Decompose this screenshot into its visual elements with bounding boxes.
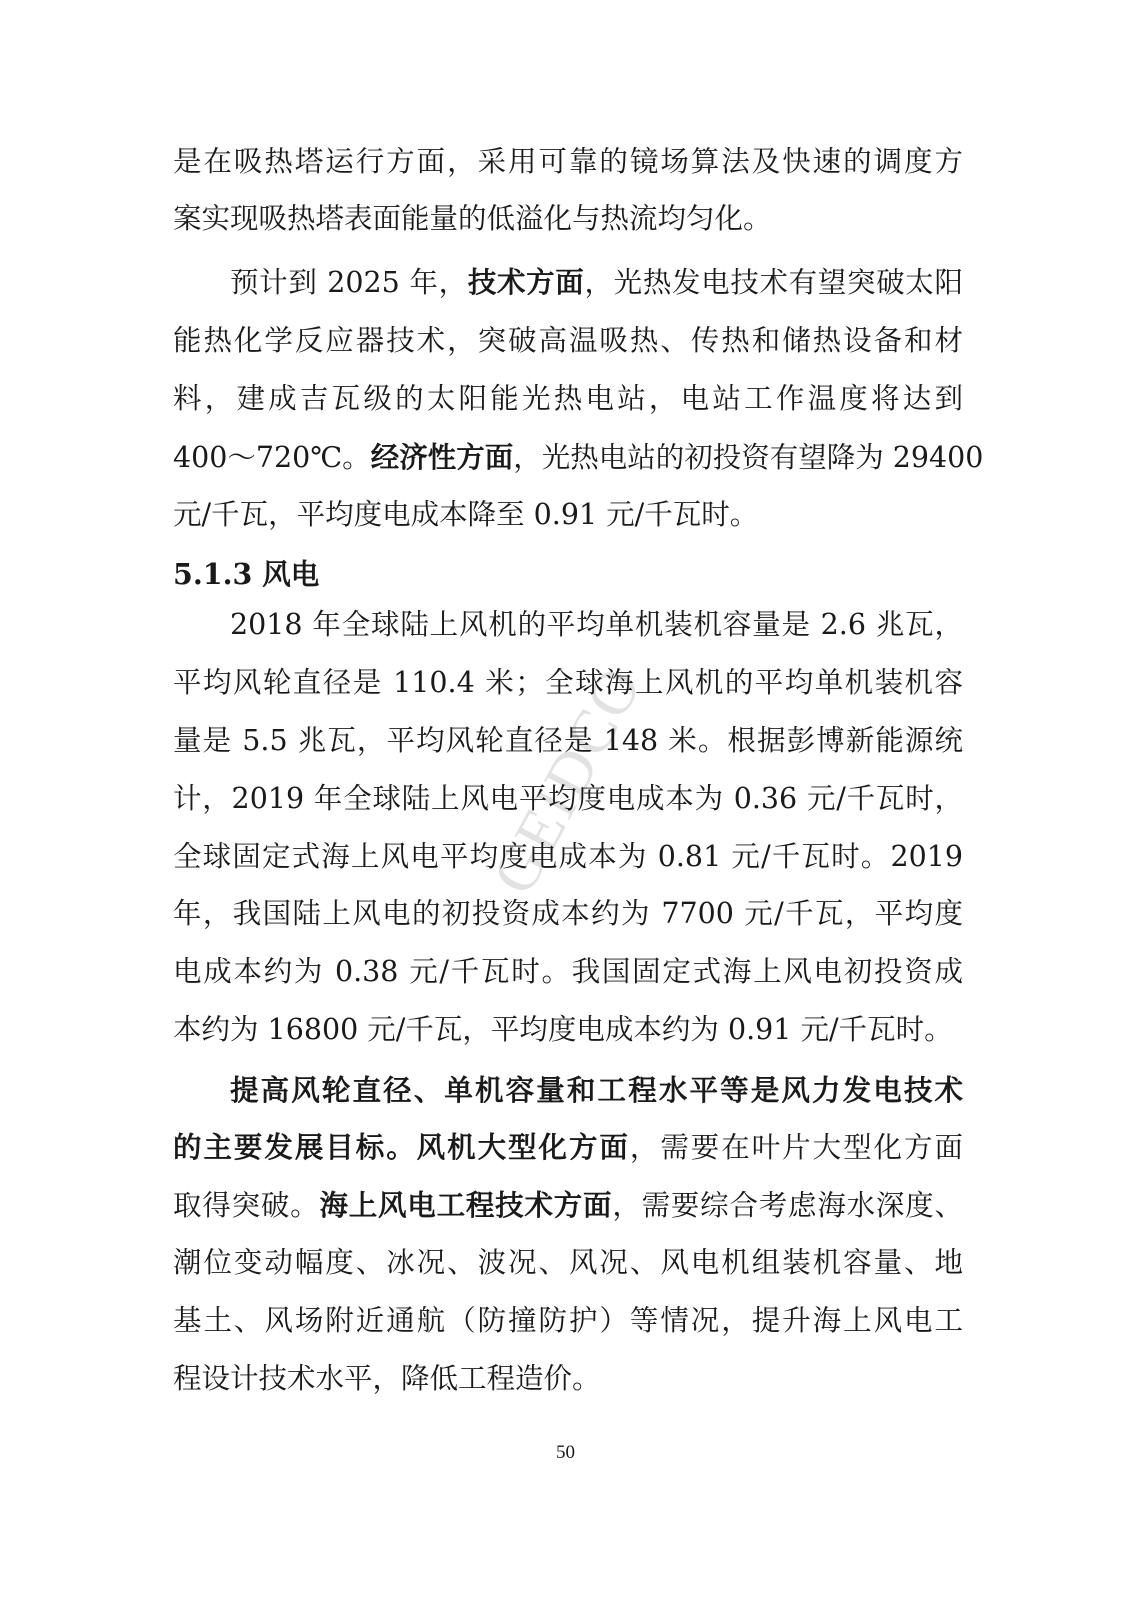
paragraph-line [173, 1122, 963, 1172]
paragraph-line [230, 1065, 963, 1115]
bold-keyword: 提高风轮直径、单机容量和工程水平等是风力发电技术 [230, 1073, 963, 1107]
bold-keyword: 风机大型化方面 [416, 1130, 630, 1164]
watermark: GEIDCO [479, 655, 656, 905]
bold-keyword: 的主要发展目标。 [173, 1130, 417, 1164]
paragraph-line [230, 257, 963, 307]
paragraph-line: 基土、风场附近通航（防撞防护）等情况，提升海上风电工 [173, 1304, 963, 1337]
paragraph-line: 年，我国陆上风电的初投资成本约为 7700 元/千瓦，平均度 [173, 897, 963, 930]
text-run: 预计到 2025 年， [230, 266, 468, 299]
paragraph-line: 2018 年全球陆上风机的平均单机装机容量是 2.6 兆瓦， [230, 608, 963, 641]
text-run: ，光热发电技术有望突破太阳 [584, 266, 963, 299]
text-run: 400～720℃。 [173, 441, 371, 474]
paragraph-line: 元/千瓦，平均度电成本降至 0.91 元/千瓦时。 [173, 498, 759, 531]
paragraph-line [173, 432, 984, 482]
paragraph-line: 全球固定式海上风电平均度电成本为 0.81 元/千瓦时。2019 [173, 840, 963, 873]
text-run: ，需要在叶片大型化方面 [629, 1131, 963, 1164]
bold-keyword: 经济性方面 [370, 440, 514, 474]
paragraph-line: 是在吸热塔运行方面，采用可靠的镜场算法及快速的调度方 [173, 145, 963, 178]
text-run: ，需要综合考虑海水深度、 [612, 1189, 963, 1222]
paragraph-line: 案实现吸热塔表面能量的低溢化与热流均匀化。 [173, 202, 772, 235]
paragraph-line: 潮位变动幅度、冰况、波况、风况、风电机组装机容量、地 [173, 1246, 963, 1279]
paragraph-line: 本约为 16800 元/千瓦，平均度电成本约为 0.91 元/千瓦时。 [173, 1013, 953, 1046]
paragraph-line: 电成本约为 0.38 元/千瓦时。我国固定式海上风电初投资成 [173, 955, 963, 988]
paragraph-line [173, 1180, 963, 1230]
section-heading: 5.1.3 风电 [173, 557, 320, 591]
paragraph-line: 平均风轮直径是 110.4 米；全球海上风机的平均单机装机容 [173, 666, 963, 699]
paragraph-line: 计，2019 年全球陆上风电平均度电成本为 0.36 元/千瓦时， [173, 782, 963, 815]
paragraph-line: 能热化学反应器技术，突破高温吸热、传热和储热设备和材 [173, 324, 963, 357]
text-run: ，光热电站的初投资有望降为 29400 [513, 441, 984, 474]
page-number: 50 [556, 1442, 575, 1463]
paragraph-line: 料，建成吉瓦级的太阳能光热电站，电站工作温度将达到 [173, 382, 963, 415]
paragraph-line: 量是 5.5 兆瓦，平均风轮直径是 148 米。根据彭博新能源统 [173, 724, 963, 757]
text-run: 取得突破。 [173, 1189, 320, 1222]
paragraph-line: 程设计技术水平，降低工程造价。 [173, 1362, 601, 1395]
bold-keyword: 海上风电工程技术方面 [319, 1188, 613, 1222]
bold-keyword: 技术方面 [467, 265, 585, 299]
